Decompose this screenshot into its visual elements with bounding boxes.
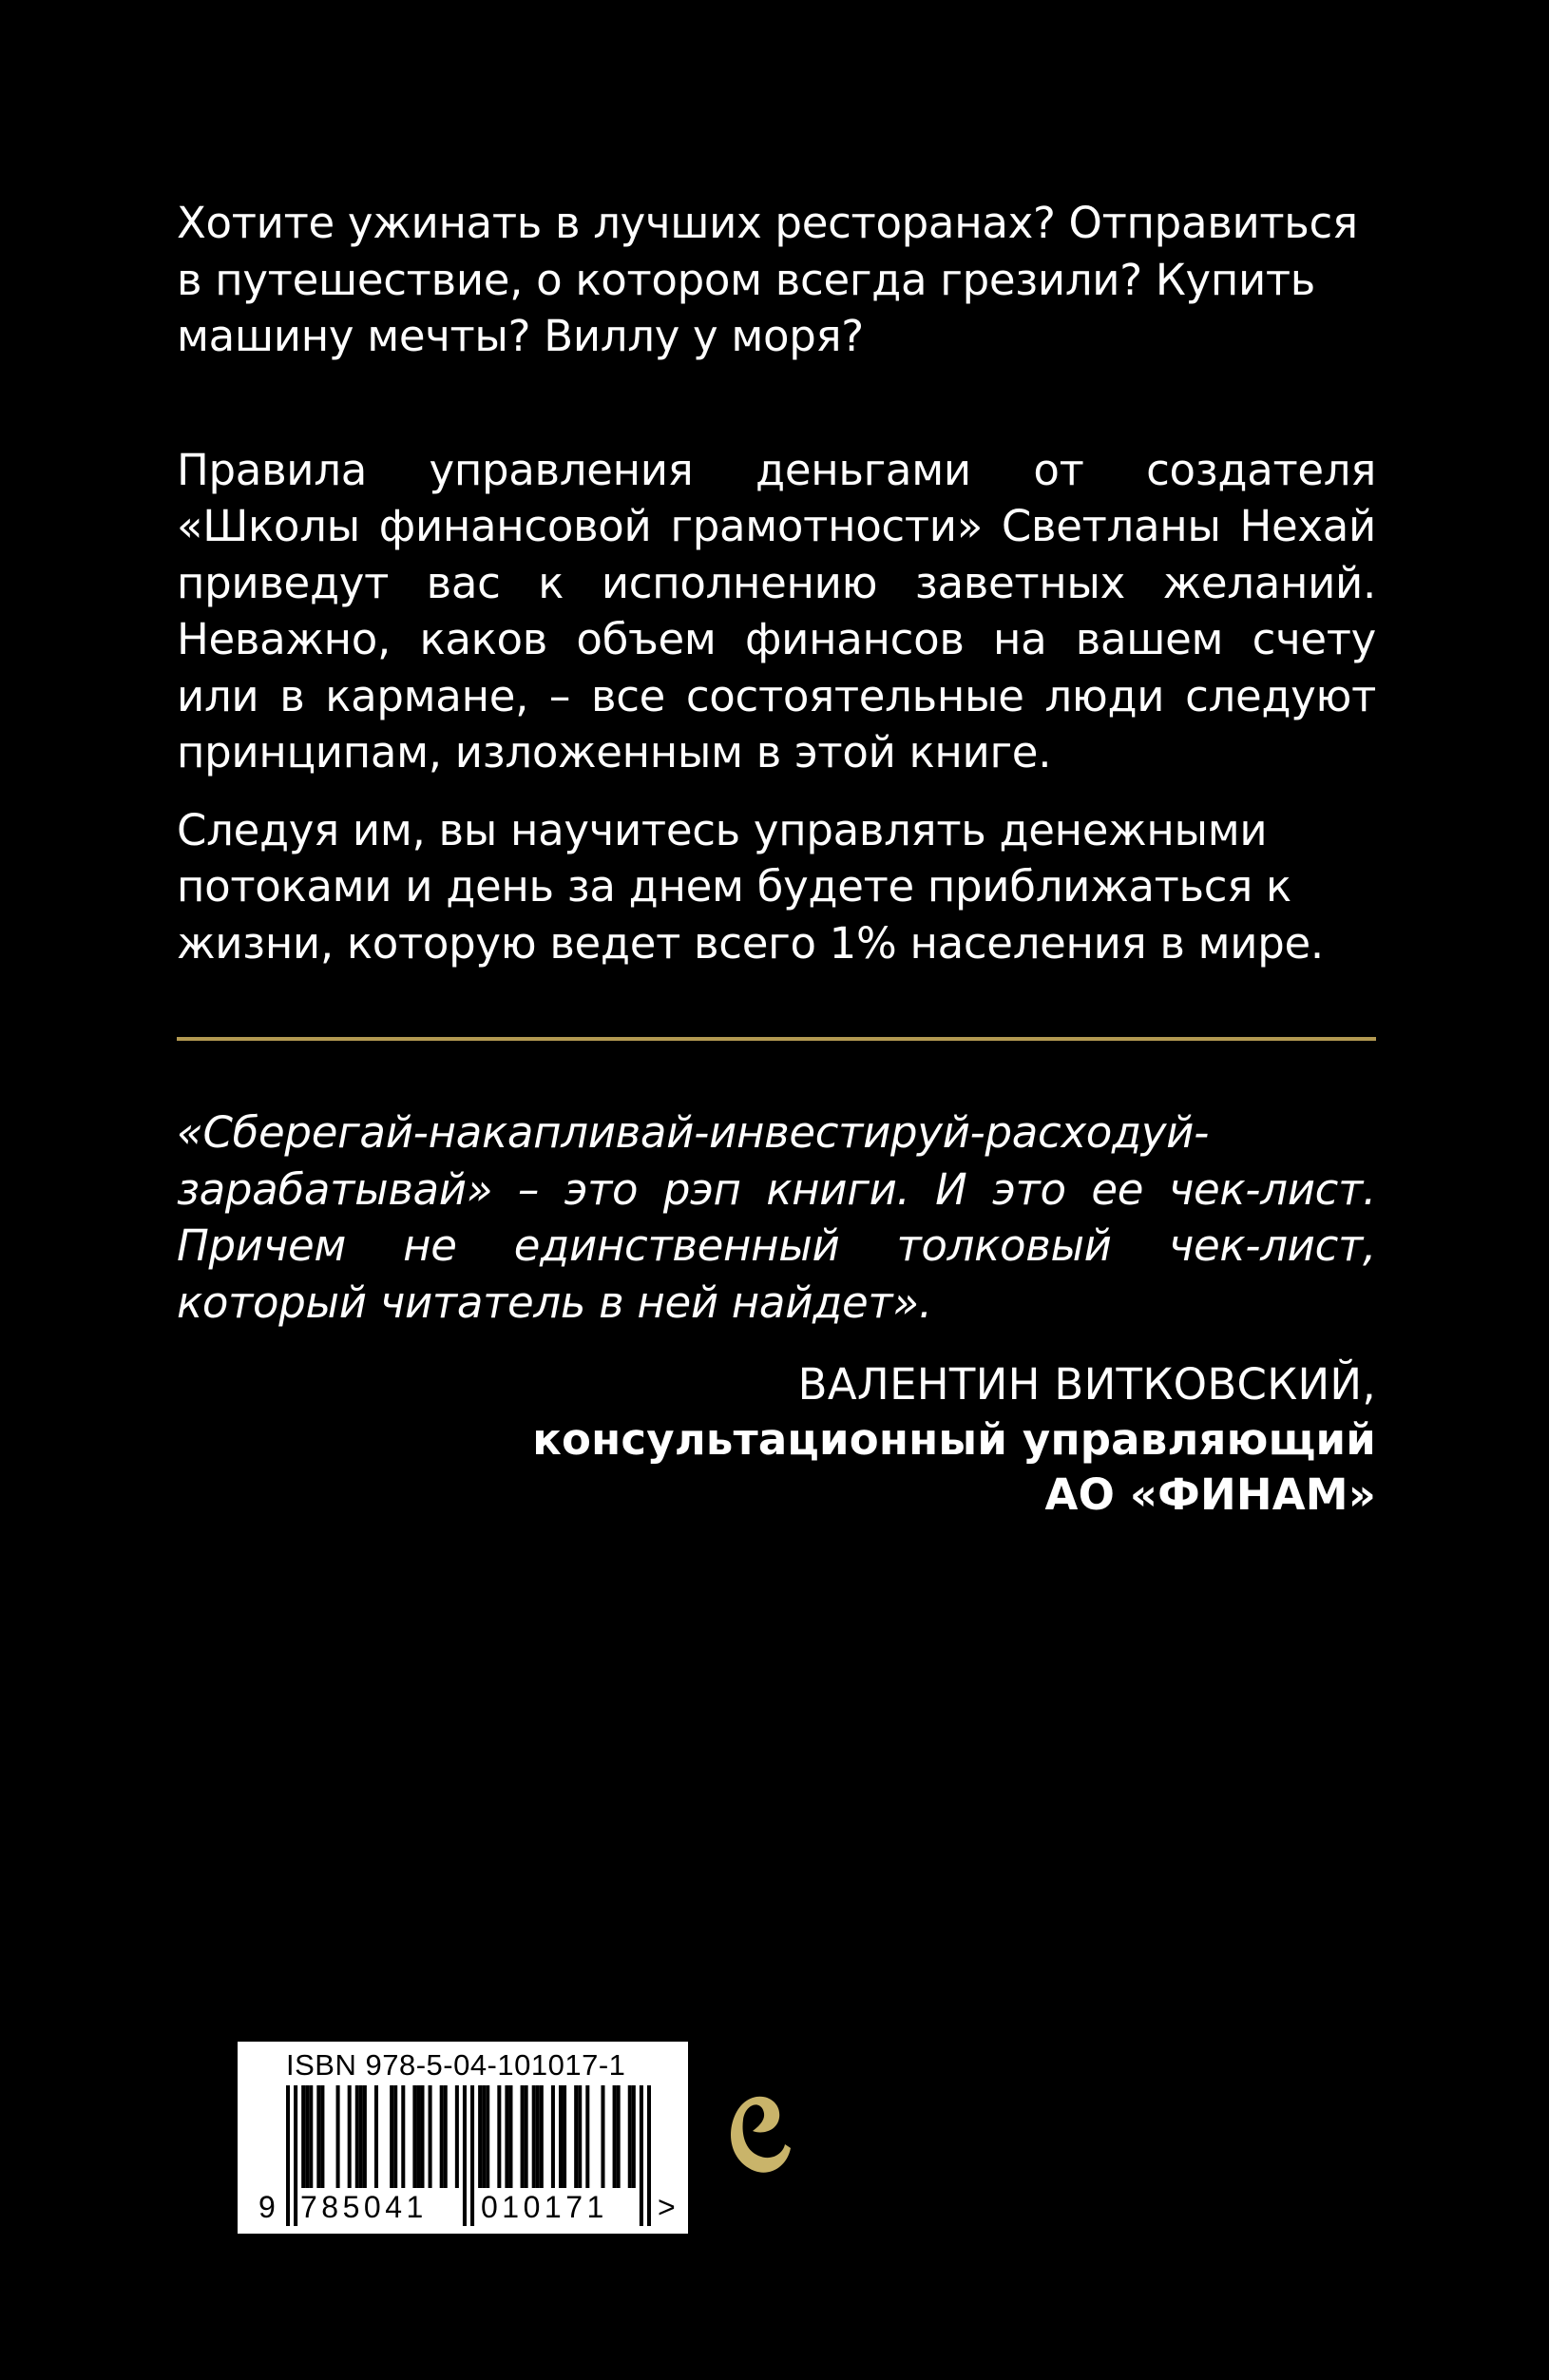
barcode-bar bbox=[578, 2085, 582, 2188]
barcode-bar bbox=[401, 2085, 405, 2188]
barcode-bar bbox=[305, 2085, 309, 2188]
testimonial-quote: «Сберегай-накапливай-инвестируй-расходуй-зарабатывай» – это рэп книги. И это ее чек-лист. Причем не единственный толковый чек-лист, который читатель в ней найдет». bbox=[177, 1107, 1376, 1328]
barcode-bar bbox=[536, 2085, 540, 2188]
intro-paragraph-2: Правила управления деньгами от создателя «Школы финансовой грамотности» Светланы Нехай приведут вас к исполнению заветных желаний. Неважно, каков объем финансов на вашем счету или в кармане, – все состоятельные люди следуют принципам, изложенным в этой книге. bbox=[177, 444, 1376, 777]
quote-author: ВАЛЕНТИН ВИТКОВСКИЙ, bbox=[797, 1359, 1376, 1410]
barcode-bar bbox=[632, 2085, 636, 2188]
barcode-bar bbox=[640, 2085, 643, 2226]
barcode-bar bbox=[320, 2085, 324, 2188]
barcode-bar bbox=[525, 2085, 528, 2188]
barcode-bar bbox=[540, 2085, 544, 2188]
barcode-bar bbox=[563, 2085, 566, 2188]
quote-author-role: консультационный управляющий bbox=[532, 1414, 1376, 1465]
barcode-bar bbox=[455, 2085, 459, 2188]
gold-divider bbox=[177, 1037, 1376, 1041]
barcode-bar bbox=[316, 2085, 320, 2188]
barcode-bar bbox=[613, 2085, 617, 2188]
barcode-bar bbox=[601, 2085, 604, 2188]
barcode-bar bbox=[363, 2085, 367, 2188]
barcode-bar bbox=[429, 2085, 432, 2188]
barcode-bar bbox=[585, 2085, 589, 2188]
barcode-bar bbox=[294, 2085, 297, 2226]
barcode-bar bbox=[482, 2085, 486, 2188]
quote-author-org: АО «ФИНАМ» bbox=[1044, 1469, 1376, 1520]
barcode-bar bbox=[420, 2085, 424, 2188]
barcode-bar bbox=[348, 2085, 352, 2188]
barcode-bar bbox=[412, 2085, 416, 2188]
barcode-bar bbox=[532, 2085, 536, 2188]
publisher-logo-icon bbox=[724, 2091, 793, 2186]
barcode-bar bbox=[470, 2085, 474, 2226]
barcode-bar bbox=[574, 2085, 578, 2188]
barcode-bar bbox=[309, 2085, 313, 2188]
barcode-bar bbox=[355, 2085, 359, 2188]
barcode-bar bbox=[463, 2085, 467, 2226]
barcode-bar bbox=[374, 2085, 378, 2188]
barcode-bar bbox=[497, 2085, 501, 2188]
barcode-bar bbox=[301, 2085, 305, 2188]
barcode-bar bbox=[444, 2085, 448, 2188]
barcode-bar bbox=[359, 2085, 363, 2188]
barcode-bar bbox=[617, 2085, 621, 2188]
ean-first-digit: 9 bbox=[258, 2190, 276, 2224]
barcode-bar bbox=[486, 2085, 489, 2188]
ean-left-digits: 785041 bbox=[300, 2190, 428, 2224]
barcode-bar bbox=[336, 2085, 340, 2188]
barcode-bar bbox=[505, 2085, 508, 2188]
barcode-bar bbox=[559, 2085, 563, 2188]
barcode-bar bbox=[440, 2085, 444, 2188]
ean-right-digits: 010171 bbox=[481, 2190, 608, 2224]
barcode-bar bbox=[628, 2085, 632, 2188]
barcode-bar bbox=[286, 2085, 290, 2226]
quote-attribution bbox=[177, 1357, 1376, 1523]
barcode-bar bbox=[478, 2085, 482, 2188]
barcode-bar bbox=[521, 2085, 525, 2188]
barcode-bar bbox=[647, 2085, 651, 2226]
ean-quiet-zone-arrow: > bbox=[658, 2190, 676, 2224]
back-cover-content bbox=[177, 195, 1376, 1523]
barcode-bar bbox=[393, 2085, 397, 2188]
barcode-bar bbox=[416, 2085, 420, 2188]
isbn-label: ISBN 978-5-04-101017-1 bbox=[286, 2048, 626, 2082]
barcode-bar bbox=[508, 2085, 512, 2188]
isbn-barcode bbox=[238, 2042, 688, 2234]
intro-paragraph-3: Следуя им, вы научитесь управлять денежными потоками и день за днем будете приближаться к жизни, которую ведет всего 1% населения в мире. bbox=[177, 804, 1324, 969]
barcode-bar bbox=[551, 2085, 555, 2188]
barcode-bar bbox=[390, 2085, 393, 2188]
intro-paragraph-1: Хотите ужинать в лучших ресторанах? Отправиться в путешествие, о котором всегда грезили? Купить машину мечты? Виллу у моря? bbox=[177, 198, 1358, 361]
